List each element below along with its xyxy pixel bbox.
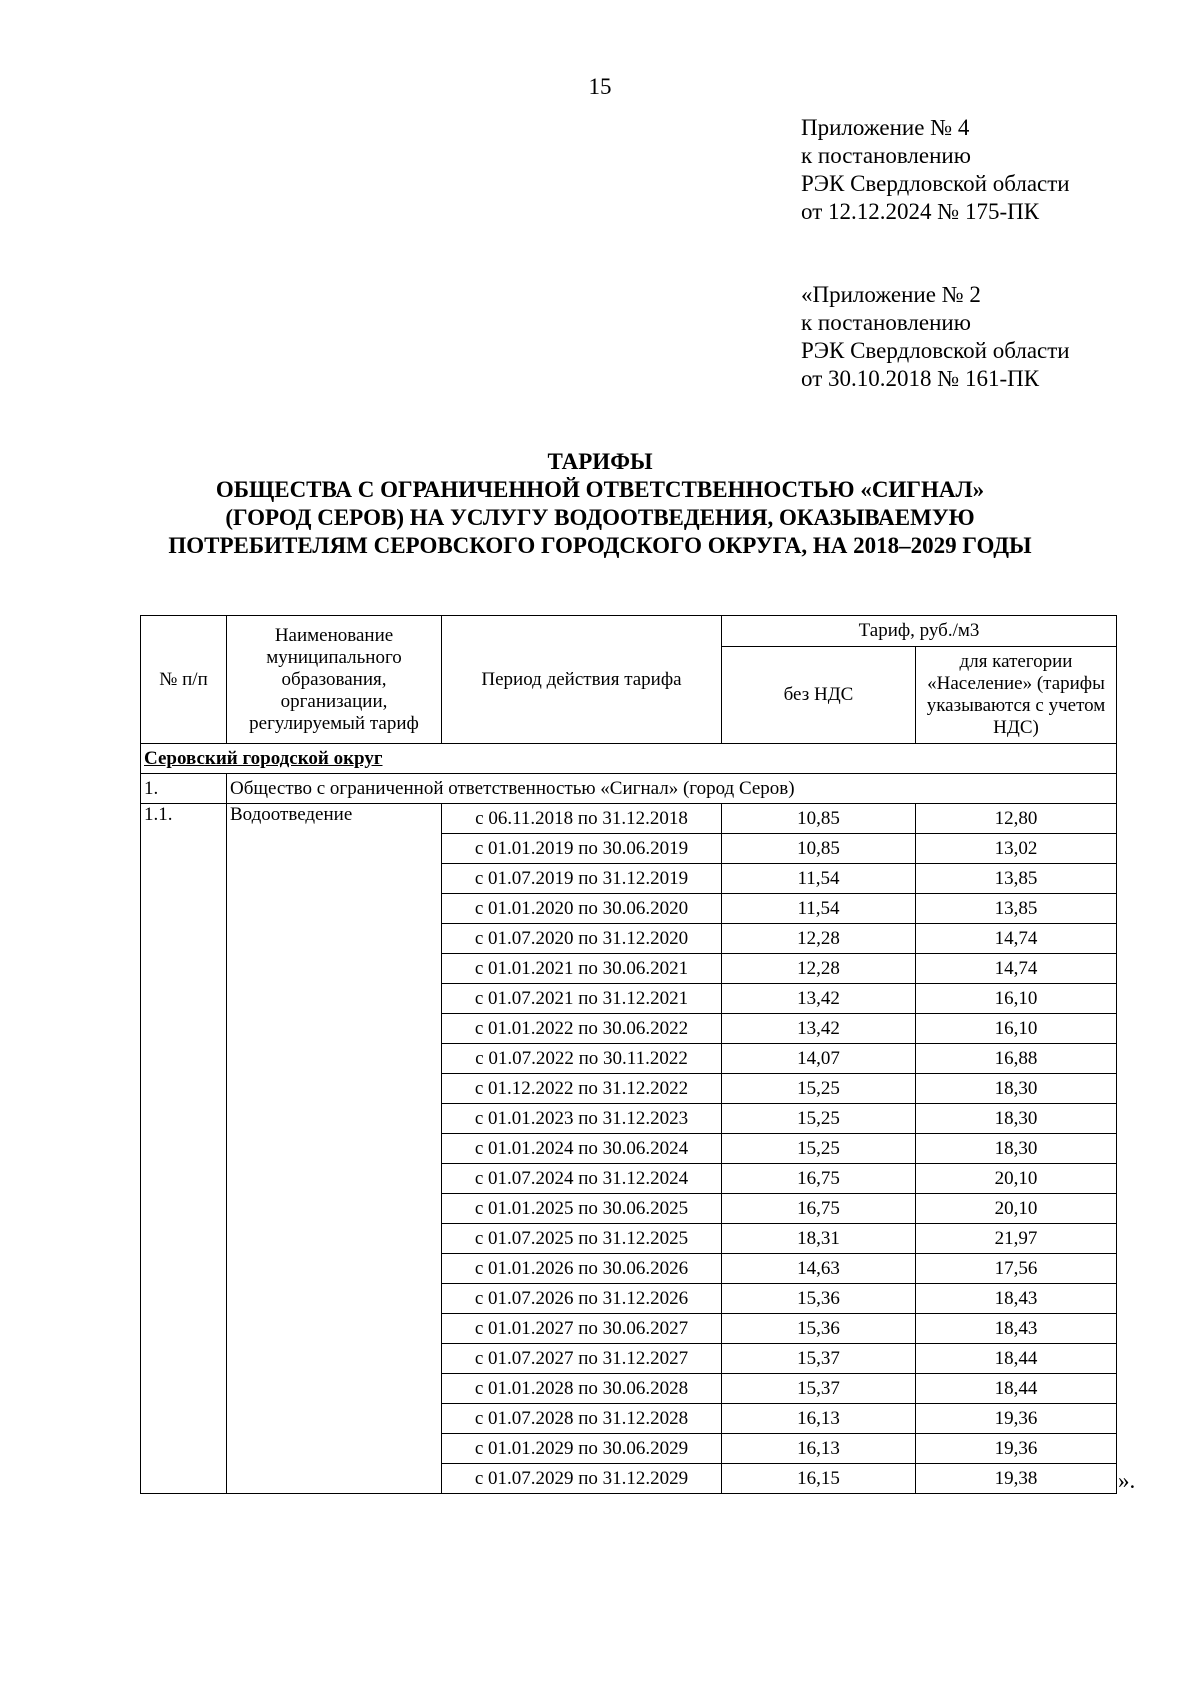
tariff-without-vat-cell: 12,28	[722, 924, 916, 954]
tariff-without-vat-cell: 14,63	[722, 1254, 916, 1284]
period-cell: с 01.01.2024 по 30.06.2024	[442, 1134, 722, 1164]
tariff-without-vat-cell: 15,37	[722, 1344, 916, 1374]
org-name: Общество с ограниченной ответственностью «Сигнал» (город Серов)	[227, 774, 1117, 804]
tariff-without-vat-cell: 15,25	[722, 1104, 916, 1134]
tariff-population-cell: 21,97	[916, 1224, 1117, 1254]
period-cell: с 01.07.2019 по 31.12.2019	[442, 864, 722, 894]
service-num: 1.1.	[141, 804, 227, 1494]
tariff-population-cell: 19,36	[916, 1404, 1117, 1434]
tariff-without-vat-cell: 15,25	[722, 1074, 916, 1104]
tariff-population-cell: 18,30	[916, 1134, 1117, 1164]
tariff-population-cell: 18,43	[916, 1314, 1117, 1344]
appendix-line: от 30.10.2018 № 161-ПК	[801, 366, 1040, 391]
tariff-population-cell: 17,56	[916, 1254, 1117, 1284]
period-cell: с 01.07.2022 по 30.11.2022	[442, 1044, 722, 1074]
period-cell: с 01.07.2025 по 31.12.2025	[442, 1224, 722, 1254]
org-num: 1.	[141, 774, 227, 804]
period-cell: с 01.12.2022 по 31.12.2022	[442, 1074, 722, 1104]
period-cell: с 01.07.2027 по 31.12.2027	[442, 1344, 722, 1374]
appendix-line: от 12.12.2024 № 175-ПК	[801, 199, 1040, 224]
period-cell: с 01.07.2028 по 31.12.2028	[442, 1404, 722, 1434]
period-cell: с 01.01.2029 по 30.06.2029	[442, 1434, 722, 1464]
tariff-population-cell: 13,85	[916, 894, 1117, 924]
period-cell: с 01.01.2021 по 30.06.2021	[442, 954, 722, 984]
tariff-population-cell: 14,74	[916, 954, 1117, 984]
tariff-population-cell: 18,44	[916, 1344, 1117, 1374]
period-cell: с 01.01.2020 по 30.06.2020	[442, 894, 722, 924]
tariff-population-cell: 19,36	[916, 1434, 1117, 1464]
section-row: Серовский городской округ	[141, 744, 1117, 774]
period-cell: с 06.11.2018 по 31.12.2018	[442, 804, 722, 834]
tariff-population-cell: 13,85	[916, 864, 1117, 894]
tariff-without-vat-cell: 13,42	[722, 1014, 916, 1044]
appendix-line: Приложение № 4	[801, 115, 970, 140]
tariff-without-vat-cell: 16,75	[722, 1194, 916, 1224]
header-without-vat: без НДС	[722, 647, 916, 744]
period-cell: с 01.01.2026 по 30.06.2026	[442, 1254, 722, 1284]
tariff-without-vat-cell: 15,36	[722, 1284, 916, 1314]
tariff-population-cell: 16,10	[916, 1014, 1117, 1044]
table-row	[141, 804, 1117, 834]
header-population: для категории «Население» (тарифы указываются с учетом НДС)	[916, 647, 1117, 744]
document-title	[0, 448, 1200, 560]
page-number: 15	[588, 74, 612, 99]
tariff-population-cell: 20,10	[916, 1194, 1117, 1224]
tariff-population-cell: 18,30	[916, 1074, 1117, 1104]
appendix-line: к постановлению	[801, 310, 971, 335]
tariff-without-vat-cell: 15,25	[722, 1134, 916, 1164]
tariff-without-vat-cell: 16,13	[722, 1404, 916, 1434]
tariff-population-cell: 14,74	[916, 924, 1117, 954]
period-cell: с 01.01.2025 по 30.06.2025	[442, 1194, 722, 1224]
tariff-without-vat-cell: 18,31	[722, 1224, 916, 1254]
appendix-header-current	[801, 114, 1070, 226]
title-line: (ГОРОД СЕРОВ) НА УСЛУГУ ВОДООТВЕДЕНИЯ, ОКАЗЫВАЕМУЮ	[225, 505, 975, 530]
header-name: Наименование муниципального образования, организации, регулируемый тариф	[227, 616, 442, 744]
period-cell: с 01.01.2023 по 31.12.2023	[442, 1104, 722, 1134]
header-tariff-group: Тариф, руб./м3	[722, 616, 1117, 647]
tariff-population-cell: 12,80	[916, 804, 1117, 834]
tariff-population-cell: 18,30	[916, 1104, 1117, 1134]
tariff-without-vat-cell: 15,37	[722, 1374, 916, 1404]
tariff-without-vat-cell: 11,54	[722, 864, 916, 894]
period-cell: с 01.01.2019 по 30.06.2019	[442, 834, 722, 864]
period-cell: с 01.01.2027 по 30.06.2027	[442, 1314, 722, 1344]
tariff-population-cell: 13,02	[916, 834, 1117, 864]
period-cell: с 01.01.2028 по 30.06.2028	[442, 1374, 722, 1404]
tariff-without-vat-cell: 11,54	[722, 894, 916, 924]
tariff-population-cell: 18,44	[916, 1374, 1117, 1404]
header-num: № п/п	[141, 616, 227, 744]
title-line: ОБЩЕСТВА С ОГРАНИЧЕННОЙ ОТВЕТСТВЕННОСТЬЮ «СИГНАЛ»	[215, 477, 985, 502]
service-name: Водоотведение	[227, 804, 442, 1494]
tariff-without-vat-cell: 16,13	[722, 1434, 916, 1464]
period-cell: с 01.07.2029 по 31.12.2029	[442, 1464, 722, 1494]
period-cell: с 01.07.2020 по 31.12.2020	[442, 924, 722, 954]
tariff-population-cell: 16,10	[916, 984, 1117, 1014]
period-cell: с 01.07.2024 по 31.12.2024	[442, 1164, 722, 1194]
appendix-header-original	[801, 281, 1070, 393]
tariff-population-cell: 16,88	[916, 1044, 1117, 1074]
closing-quote-mark: ».	[1118, 1468, 1136, 1493]
tariff-without-vat-cell: 16,75	[722, 1164, 916, 1194]
tariff-population-cell: 20,10	[916, 1164, 1117, 1194]
tariff-population-cell: 19,38	[916, 1464, 1117, 1494]
tariff-table	[140, 615, 1117, 1494]
period-cell: с 01.01.2022 по 30.06.2022	[442, 1014, 722, 1044]
appendix-line: РЭК Свердловской области	[801, 171, 1070, 196]
tariff-population-cell: 18,43	[916, 1284, 1117, 1314]
tariff-without-vat-cell: 10,85	[722, 804, 916, 834]
tariff-without-vat-cell: 13,42	[722, 984, 916, 1014]
tariff-without-vat-cell: 10,85	[722, 834, 916, 864]
appendix-line: «Приложение № 2	[801, 282, 981, 307]
header-period: Период действия тарифа	[442, 616, 722, 744]
tariff-without-vat-cell: 14,07	[722, 1044, 916, 1074]
appendix-line: РЭК Свердловской области	[801, 338, 1070, 363]
tariff-without-vat-cell: 15,36	[722, 1314, 916, 1344]
tariff-without-vat-cell: 12,28	[722, 954, 916, 984]
period-cell: с 01.07.2026 по 31.12.2026	[442, 1284, 722, 1314]
title-line: ТАРИФЫ	[547, 449, 653, 474]
period-cell: с 01.07.2021 по 31.12.2021	[442, 984, 722, 1014]
appendix-line: к постановлению	[801, 143, 971, 168]
title-line: ПОТРЕБИТЕЛЯМ СЕРОВСКОГО ГОРОДСКОГО ОКРУГА, НА 2018–2029 ГОДЫ	[168, 533, 1032, 558]
tariff-without-vat-cell: 16,15	[722, 1464, 916, 1494]
